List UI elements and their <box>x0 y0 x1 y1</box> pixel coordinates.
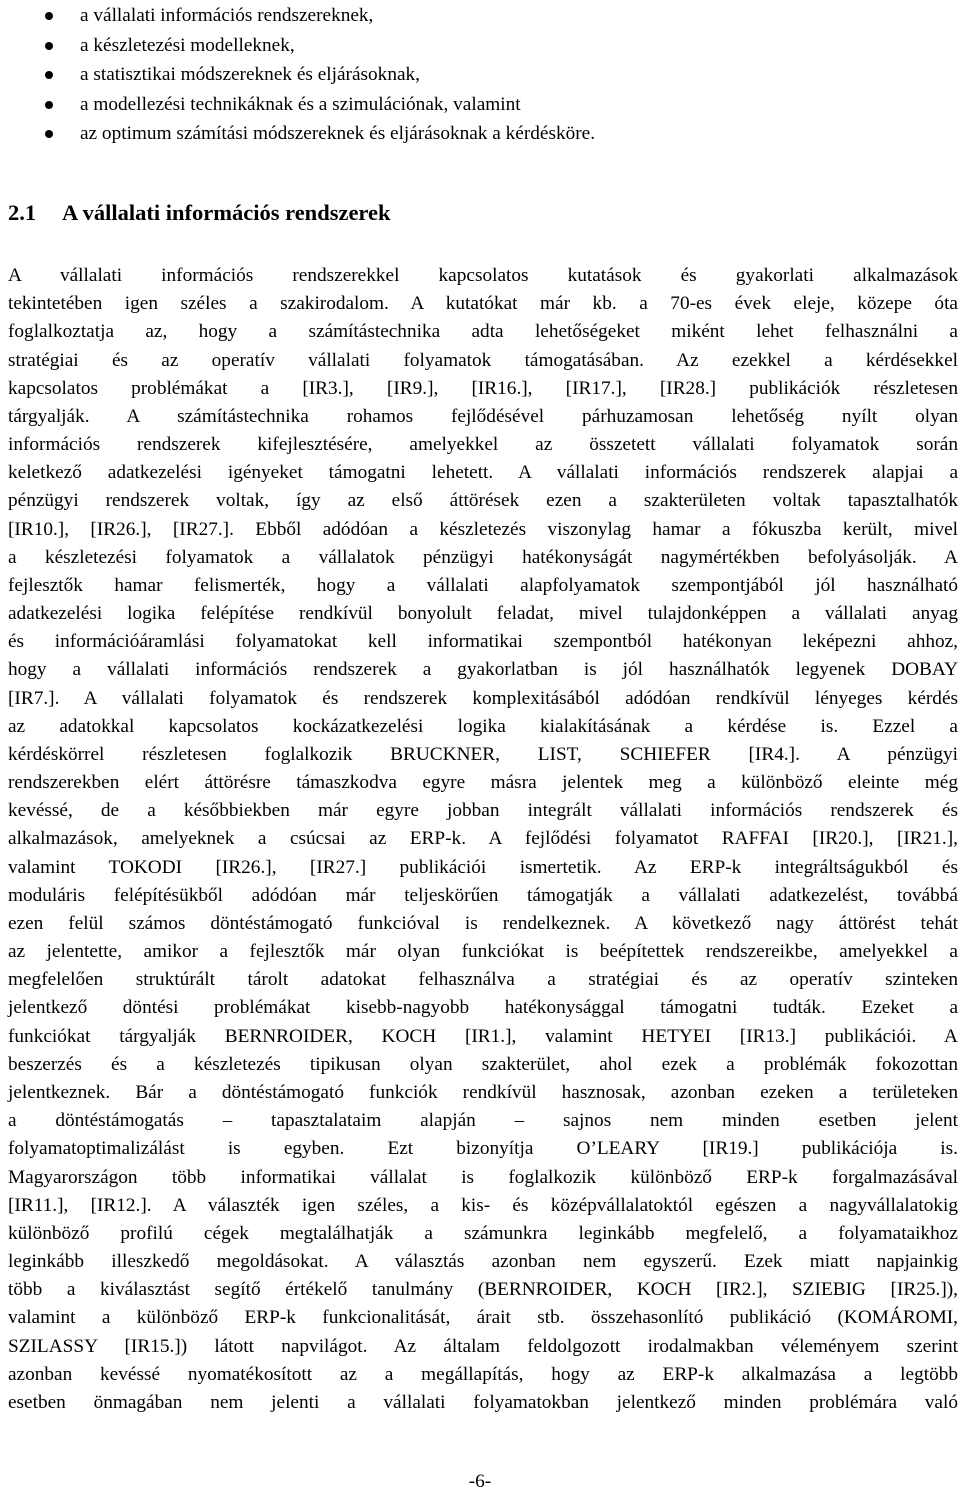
body-line: hogy a vállalati információs rendszerek a gyakorlatban is jól használhatók legyenek DOBAY <box>8 659 958 681</box>
body-line: esetben önmagában nem jelenti a vállalati folyamatokban jelentkező minden problémára való <box>8 1391 958 1413</box>
body-line: A vállalati információs rendszerekkel kapcsolatos kutatások és gyakorlati alkalmazások <box>8 265 958 286</box>
body-paragraph <box>8 262 958 1417</box>
body-line: jelentkező döntési problémákat kisebb-nagyobb hatékonysággal támogatni tudták. Ezeket a <box>8 997 958 1019</box>
body-line: moduláris felépítésükből adódóan már teljeskörűen támogatják a vállalati adatkezelést, továbbá <box>8 884 958 906</box>
section-heading <box>8 198 391 228</box>
body-line: kapcsolatos problémákat a [IR3.], [IR9.], [IR16.], [IR17.], [IR28.] publikációk részletesen <box>8 377 958 399</box>
body-line: és információáramlási folyamatokat kell informatikai szempontból hatékonyan leképezni ahhoz, <box>8 631 958 653</box>
body-line: stratégiai és az operatív vállalati folyamatok támogatásában. Az ezekkel a kérdésekkel <box>8 349 958 371</box>
section-number: 2.1 <box>8 200 37 225</box>
body-line: a döntéstámogatás – tapasztalataim alapján – sajnos nem minden esetben jelent <box>8 1110 958 1132</box>
body-line: keletkező adatkezelési igényeket támogatni lehetett. A vállalati információs rendszerek alapjai a <box>8 462 958 484</box>
body-line: azonban kevéssé nyomatékosított az a megállapítás, hogy az ERP-k alkalmazása a legtöbb <box>8 1363 958 1385</box>
bullet-dot-icon <box>45 42 53 50</box>
body-line: rendszerekben elért áttörésre támaszkodva egyre másra jelentek meg a különböző eleinte még <box>8 772 958 794</box>
bullet-dot-icon <box>45 101 53 109</box>
body-line: tárgyalják. A számítástechnika rohamos fejlődésével párhuzamosan lehetőség nyílt olyan <box>8 405 958 427</box>
body-line: [IR7.]. A vállalati folyamatok és rendszerek komplexitásából adódóan rendkívül lényeges kérdés <box>8 687 958 709</box>
bullet-item <box>8 31 948 61</box>
body-line: [IR11.], [IR12.]. A választék igen széles, a kis- és középvállalatoktól egészen a nagyvállalatokig <box>8 1194 958 1216</box>
body-line: Magyarországon több informatikai vállalat is foglalkozik különböző ERP-k forgalmazásával <box>8 1166 958 1188</box>
body-line: megfelelően struktúrált tárolt adatokat felhasználva a stratégiai és az operatív szinteken <box>8 969 958 991</box>
body-line: valamint a különböző ERP-k funkcionalitását, árait stb. összehasonlító publikáció (KOMÁROMI, <box>8 1307 958 1329</box>
body-line: fejlesztők hamar felismerték, hogy a vállalati alapfolyamatok szempontjából jól használható <box>8 574 958 596</box>
bullet-dot-icon <box>45 71 53 79</box>
body-line: beszerzés és a készletezés tipikusan olyan szakterület, ahol ezek a problémák fokozottan <box>8 1053 958 1075</box>
bullet-item <box>8 60 948 90</box>
bullet-text: a vállalati információs rendszereknek, <box>80 5 374 26</box>
bullet-text: a modellezési technikáknak és a szimulációnak, valamint <box>80 93 521 115</box>
body-line: valamint TOKODI [IR26.], [IR27.] publikációi ismertetik. Az ERP-k integráltságukból és <box>8 856 958 878</box>
bullet-item <box>8 1 948 31</box>
bullet-text: az optimum számítási módszereknek és eljárásoknak a kérdésköre. <box>80 123 596 144</box>
body-line: ezen felül számos döntéstámogató funkcióval is rendelkeznek. A következő nagy áttörést tehát <box>8 912 958 934</box>
body-line: SZILASSY [IR15.]) látott napvilágot. Az általam feldolgozott irodalmakban véleményem szerint <box>8 1335 958 1357</box>
bullet-item <box>8 119 948 149</box>
body-line: funkciókat tárgyalják BERNROIDER, KOCH [IR1.], valamint HETYEI [IR13.] publikációi. A <box>8 1025 958 1047</box>
bullet-text: a statisztikai módszereknek és eljárásoknak, <box>80 64 420 85</box>
body-line: az adatokkal kapcsolatos kockázatkezelési logika kialakításának a kérdése is. Ezzel a <box>8 715 958 737</box>
body-line: kérdéskörrel részletesen foglalkozik BRUCKNER, LIST, SCHIEFER [IR4.]. A pénzügyi <box>8 743 958 765</box>
body-line: folyamatoptimalizálást is egyben. Ezt bizonyítja O’LEARY [IR19.] publikációja is. <box>8 1138 958 1160</box>
body-line: különböző profilú cégek megtalálhatják a számunkra leginkább megfelelő, a folyamataikhoz <box>8 1222 958 1244</box>
body-line: foglalkoztatja az, hogy a számítástechnika adta lehetőségeket miként lehet felhasználni a <box>8 321 958 343</box>
body-line: pénzügyi rendszerek voltak, így az első áttörések ezen a szakterületen voltak tapasztalhatók <box>8 490 958 512</box>
body-line: több a kiválasztást segítő értékelő tanulmány (BERNROIDER, KOCH [IR2.], SZIEBIG [IR25.]), <box>8 1279 958 1301</box>
bullet-list <box>8 1 948 149</box>
body-line: adatkezelési logika felépítése rendkívül bonyolult feladat, mivel tulajdonképpen a vállalati anyag <box>8 603 958 625</box>
body-line: az jelentette, amikor a fejlesztők már olyan funkciókat is beépítettek rendszereikbe, amelyekkel a <box>8 941 958 963</box>
body-line: információs rendszerek kifejlesztésére, amelyekkel az összetett vállalati folyamatok során <box>8 434 958 456</box>
bullet-item <box>8 90 948 120</box>
bullet-dot-icon <box>45 130 53 138</box>
page-number: -6- <box>468 1471 492 1492</box>
body-line: leginkább illeszkedő megoldásokat. A választás azonban nem egyszerű. Ezek miatt napjainkig <box>8 1251 958 1273</box>
bullet-text: a készletezési modelleknek, <box>80 34 295 56</box>
section-title: A vállalati információs rendszerek <box>62 200 391 225</box>
body-line: alkalmazások, amelyeknek a csúcsai az ERP-k. A fejlődési folyamatot RAFFAI [IR20.], [IR21.], <box>8 828 958 850</box>
body-line: a készletezési folyamatok a vállalatok pénzügyi hatékonyságát nagymértékben befolyásolják. A <box>8 546 958 568</box>
body-line: kevéssé, de a későbbiekben már egyre jobban integrált vállalati információs rendszerek és <box>8 800 958 822</box>
body-line: [IR10.], [IR26.], [IR27.]. Ebből adódóan a készletezés viszonylag hamar a fókuszba került, mivel <box>8 518 958 540</box>
body-line: tekintetében igen széles a szakirodalom. A kutatókat már kb. a 70-es évek eleje, közepe óta <box>8 293 958 315</box>
bullet-dot-icon <box>45 12 53 20</box>
body-line: jelentkeznek. Bár a döntéstámogató funkciók rendkívül hasznosak, azonban ezeken a területeken <box>8 1081 958 1103</box>
